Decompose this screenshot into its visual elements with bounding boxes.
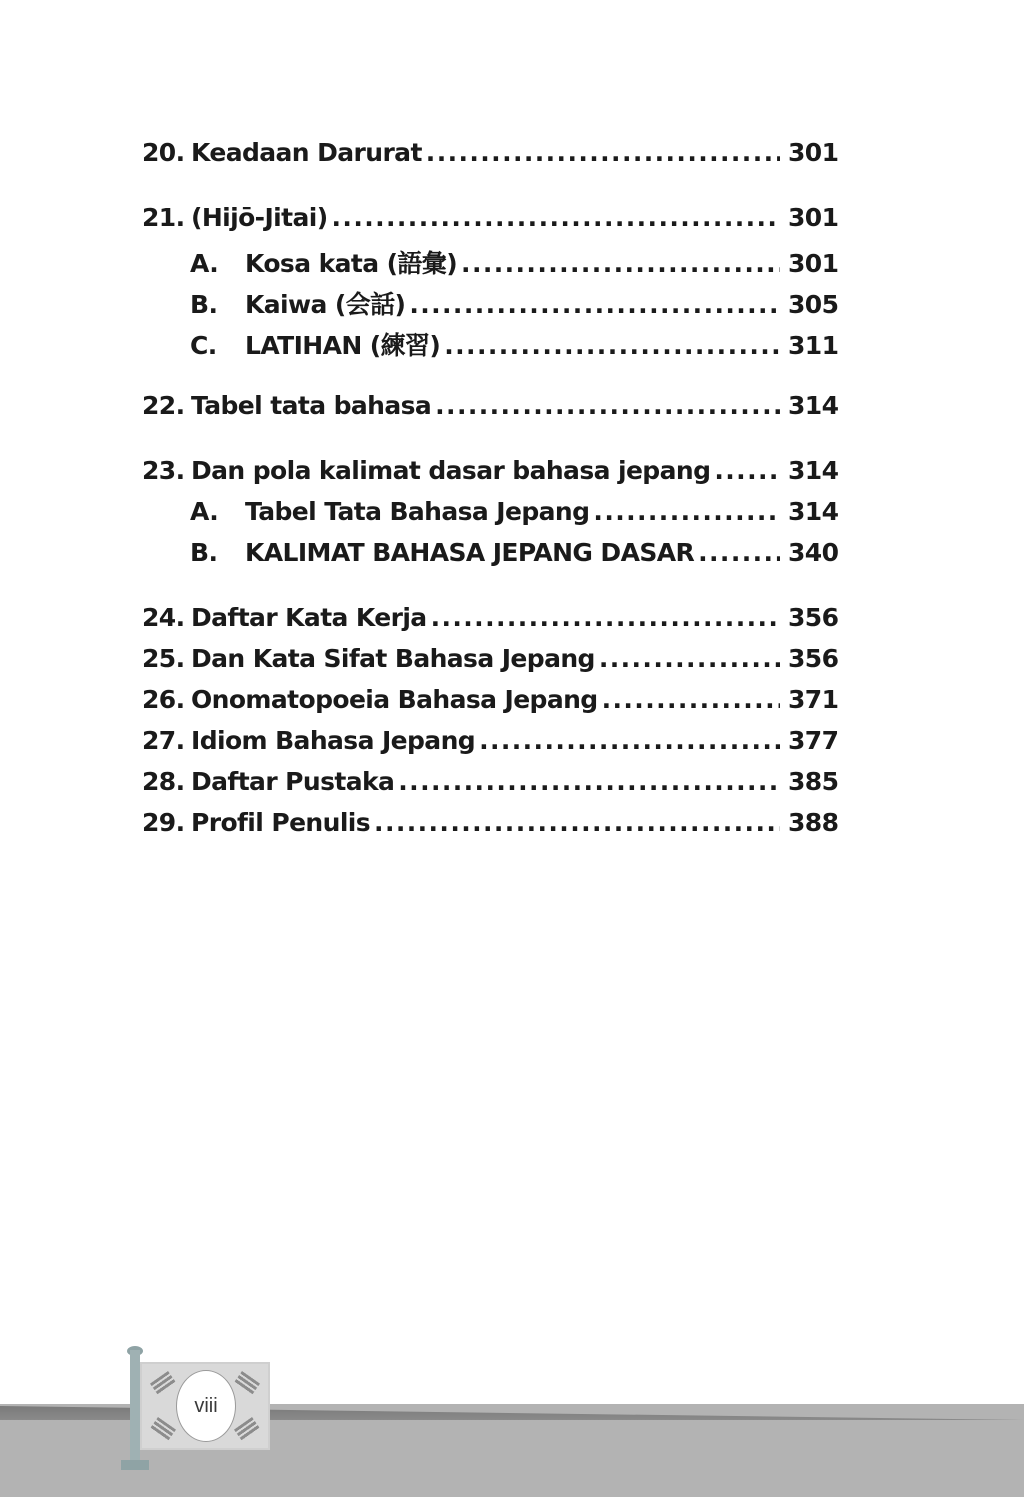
entry-title: Daftar Pustaka	[191, 767, 395, 796]
toc-entry-28[interactable]	[142, 767, 839, 808]
dot-leader	[593, 497, 780, 526]
entry-page: 314	[788, 391, 839, 420]
entry-title: Profil Penulis	[191, 808, 371, 837]
subentry-letter: B.	[190, 290, 218, 319]
subentry-page: 314	[788, 497, 839, 526]
trigram-icon	[234, 1371, 260, 1395]
subentry-title: Kaiwa (会話)	[245, 290, 406, 319]
table-of-contents	[142, 138, 839, 849]
entry-page: 377	[788, 726, 839, 755]
entry-title: Dan Kata Sifat Bahasa Jepang	[191, 644, 595, 673]
subentry-page: 305	[788, 290, 839, 319]
entry-number: 29.	[142, 808, 185, 837]
dot-leader	[602, 685, 780, 714]
entry-number: 20.	[142, 138, 185, 167]
dot-leader	[435, 391, 780, 420]
flag-pole-base	[121, 1460, 149, 1470]
dot-leader	[461, 249, 780, 278]
entry-page: 356	[788, 603, 839, 632]
dot-leader	[479, 726, 780, 755]
entry-page: 301	[788, 138, 839, 167]
entry-title: Idiom Bahasa Jepang	[191, 726, 476, 755]
toc-entry-26[interactable]	[142, 685, 839, 726]
dot-leader	[409, 290, 780, 319]
dot-leader	[426, 138, 780, 167]
entry-number: 27.	[142, 726, 185, 755]
subentry-title: KALIMAT BAHASA JEPANG DASAR	[245, 538, 695, 567]
toc-entry-25[interactable]	[142, 644, 839, 685]
trigram-icon	[150, 1417, 176, 1441]
entry-title: Dan pola kalimat dasar bahasa jepang	[191, 456, 711, 485]
dot-leader	[444, 331, 780, 360]
dot-leader	[332, 203, 780, 232]
trigram-icon	[234, 1417, 260, 1441]
toc-entry-27[interactable]	[142, 726, 839, 767]
entry-page: 301	[788, 203, 839, 232]
subentry-title: Tabel Tata Bahasa Jepang	[245, 497, 590, 526]
entry-title: Daftar Kata Kerja	[191, 603, 427, 632]
flag-icon	[140, 1362, 270, 1450]
toc-entry-21[interactable]	[142, 203, 839, 244]
page-number: viii	[176, 1370, 236, 1442]
toc-subentry-21c[interactable]	[142, 326, 839, 367]
entry-page: 385	[788, 767, 839, 796]
trigram-icon	[150, 1371, 176, 1395]
flag-pole	[130, 1350, 140, 1462]
entry-title: Tabel tata bahasa	[191, 391, 432, 420]
entry-number: 26.	[142, 685, 185, 714]
entry-page: 388	[788, 808, 839, 837]
entry-number: 28.	[142, 767, 185, 796]
toc-subentry-21a[interactable]	[142, 244, 839, 285]
entry-number: 23.	[142, 456, 185, 485]
subentry-letter: A.	[190, 497, 219, 526]
entry-title: (Hijō-Jitai)	[191, 203, 328, 232]
entry-page: 314	[788, 456, 839, 485]
dot-leader	[599, 644, 780, 673]
toc-subentry-23a[interactable]	[142, 497, 839, 538]
dot-leader	[714, 456, 780, 485]
toc-entry-23[interactable]	[142, 456, 839, 497]
entry-page: 371	[788, 685, 839, 714]
entry-title: Keadaan Darurat	[191, 138, 422, 167]
entry-number: 22.	[142, 391, 185, 420]
subentry-title: Kosa kata (語彙)	[245, 249, 458, 278]
toc-subentry-21b[interactable]	[142, 285, 839, 326]
subentry-page: 301	[788, 249, 839, 278]
toc-subentry-23b[interactable]	[142, 538, 839, 579]
entry-number: 25.	[142, 644, 185, 673]
subentry-letter: A.	[190, 249, 219, 278]
dot-leader	[374, 808, 780, 837]
subentry-page: 311	[788, 331, 839, 360]
entry-title: Onomatopoeia Bahasa Jepang	[191, 685, 598, 714]
dot-leader	[698, 538, 780, 567]
toc-entry-22[interactable]	[142, 391, 839, 432]
toc-entry-20[interactable]	[142, 138, 839, 179]
entry-number: 21.	[142, 203, 185, 232]
subentry-letter: B.	[190, 538, 218, 567]
dot-leader	[398, 767, 780, 796]
entry-page: 356	[788, 644, 839, 673]
toc-entry-24[interactable]	[142, 603, 839, 644]
dot-leader	[431, 603, 780, 632]
subentry-letter: C.	[190, 331, 217, 360]
toc-entry-29[interactable]	[142, 808, 839, 849]
entry-number: 24.	[142, 603, 185, 632]
subentry-page: 340	[788, 538, 839, 567]
subentry-title: LATIHAN (練習)	[245, 331, 441, 360]
